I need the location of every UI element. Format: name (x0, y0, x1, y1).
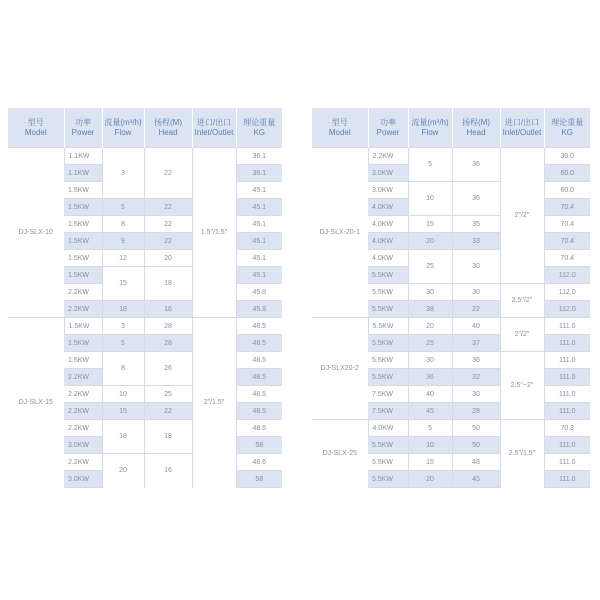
head-cell: 36 (452, 352, 500, 369)
power-cell: 4.0KW (368, 233, 408, 250)
weight-cell: 70.3 (544, 420, 590, 437)
power-cell: 2.2KW (64, 369, 102, 386)
power-cell: 7.5KW (368, 386, 408, 403)
weight-cell: 58 (236, 471, 282, 488)
head-cell: 50 (452, 420, 500, 437)
power-cell: 1.5KW (64, 318, 102, 335)
head-cell: 26 (144, 352, 192, 386)
flow-cell: 20 (408, 233, 452, 250)
header-model: 型号 Model (8, 108, 64, 148)
weight-cell: 48.5 (236, 420, 282, 437)
flow-cell: 15 (102, 403, 144, 420)
flow-cell: 30 (408, 284, 452, 301)
table-row (312, 318, 590, 335)
flow-cell: 30 (408, 352, 452, 369)
head-cell: 35 (452, 216, 500, 233)
flow-cell: 5 (408, 148, 452, 182)
weight-cell: 45.1 (236, 233, 282, 250)
flow-cell: 8 (102, 352, 144, 386)
power-cell: 5.5KW (368, 301, 408, 318)
power-cell: 1.5KW (64, 250, 102, 267)
table-row (8, 148, 282, 165)
head-cell: 18 (144, 420, 192, 454)
flow-cell: 10 (102, 386, 144, 403)
spec-table-left (8, 108, 282, 488)
power-cell: 5.5KW (368, 267, 408, 284)
head-cell: 36 (452, 148, 500, 182)
power-cell: 3.0KW (64, 437, 102, 454)
weight-cell: 111.0 (544, 352, 590, 369)
header-flow: 流量(m³/h) Flow (408, 108, 452, 148)
header-inlet-outlet: 进口/出口 Inlet/Outlet (192, 108, 236, 148)
inlet-outlet-cell: 1.5"/1.5" (192, 148, 236, 318)
flow-cell: 40 (408, 386, 452, 403)
weight-cell: 111.0 (544, 437, 590, 454)
weight-cell: 48.5 (236, 335, 282, 352)
head-cell: 45 (452, 471, 500, 488)
weight-cell: 48.6 (236, 454, 282, 471)
power-cell: 4.0KW (368, 216, 408, 233)
flow-cell: 3 (102, 318, 144, 335)
model-cell: DJ-SLX-10 (8, 148, 64, 318)
weight-cell: 48.5 (236, 386, 282, 403)
header-model: 型号 Model (312, 108, 368, 148)
head-cell: 36 (452, 182, 500, 216)
head-cell: 22 (144, 199, 192, 216)
header-weight: 理论重量 KG (236, 108, 282, 148)
flow-cell: 5 (408, 420, 452, 437)
head-cell: 48 (452, 454, 500, 471)
weight-cell: 30.0 (544, 148, 590, 165)
weight-cell: 48.5 (236, 403, 282, 420)
power-cell: 5.5KW (368, 437, 408, 454)
flow-cell: 18 (102, 301, 144, 318)
weight-cell: 111.0 (544, 369, 590, 386)
weight-cell: 36.1 (236, 148, 282, 165)
header-inlet-outlet: 进口/出口 Inlet/Outlet (500, 108, 544, 148)
head-cell: 28 (144, 335, 192, 352)
head-cell: 22 (144, 148, 192, 199)
flow-cell: 5 (102, 335, 144, 352)
model-cell: DJ-SLX-25 (312, 420, 368, 488)
weight-cell: 70.4 (544, 250, 590, 267)
header-weight: 理论重量 KG (544, 108, 590, 148)
weight-cell: 45.1 (236, 199, 282, 216)
head-cell: 50 (452, 437, 500, 454)
power-cell: 5.5KW (368, 454, 408, 471)
power-cell: 3.0KW (64, 471, 102, 488)
flow-cell: 25 (408, 335, 452, 352)
flow-cell: 18 (102, 420, 144, 454)
flow-cell: 12 (102, 250, 144, 267)
power-cell: 2.2KW (64, 403, 102, 420)
inlet-outlet-cell: 2.5"/1.5" (500, 420, 544, 488)
power-cell: 5.5KW (368, 369, 408, 386)
weight-cell: 60.0 (544, 182, 590, 199)
weight-cell: 45.8 (236, 301, 282, 318)
weight-cell: 48.5 (236, 369, 282, 386)
flow-cell: 10 (408, 182, 452, 216)
weight-cell: 112.0 (544, 284, 590, 301)
weight-cell: 70.4 (544, 233, 590, 250)
power-cell: 1.5KW (64, 267, 102, 284)
inlet-outlet-cell: 2"/2" (500, 318, 544, 352)
inlet-outlet-cell: 2"/2" (500, 148, 544, 284)
head-cell: 32 (452, 369, 500, 386)
flow-cell: 8 (102, 216, 144, 233)
flow-cell: 9 (102, 233, 144, 250)
power-cell: 1.1KW (64, 165, 102, 182)
table-row (312, 148, 590, 165)
flow-cell: 3 (102, 148, 144, 199)
head-cell: 25 (144, 386, 192, 403)
flow-cell: 15 (408, 216, 452, 233)
power-cell: 1.5KW (64, 216, 102, 233)
power-cell: 1.5KW (64, 199, 102, 216)
head-cell: 28 (452, 403, 500, 420)
power-cell: 2.2KW (64, 454, 102, 471)
flow-cell: 5 (102, 199, 144, 216)
table-row (8, 318, 282, 335)
model-cell: DJ-SLX-15 (8, 318, 64, 488)
flow-cell: 20 (408, 471, 452, 488)
power-cell: 7.5KW (368, 403, 408, 420)
power-cell: 5.5KW (368, 471, 408, 488)
head-cell: 22 (144, 233, 192, 250)
power-cell: 2.2KW (368, 148, 408, 165)
weight-cell: 111.0 (544, 403, 590, 420)
flow-cell: 36 (408, 369, 452, 386)
power-cell: 2.2KW (64, 386, 102, 403)
power-cell: 4.0KW (368, 250, 408, 267)
header-head: 扬程(M) Head (452, 108, 500, 148)
weight-cell: 111.0 (544, 318, 590, 335)
power-cell: 2.2KW (64, 284, 102, 301)
flow-cell: 20 (102, 454, 144, 488)
table-header-row (312, 108, 590, 148)
flow-cell: 10 (408, 437, 452, 454)
weight-cell: 111.0 (544, 471, 590, 488)
weight-cell: 45.8 (236, 284, 282, 301)
inlet-outlet-cell: 2"/1.5" (192, 318, 236, 488)
head-cell: 37 (452, 335, 500, 352)
weight-cell: 112.0 (544, 301, 590, 318)
table-row (312, 420, 590, 437)
power-cell: 2.2KW (64, 420, 102, 437)
flow-cell: 15 (102, 267, 144, 301)
weight-cell: 111.0 (544, 335, 590, 352)
weight-cell: 70.4 (544, 199, 590, 216)
flow-cell: 45 (408, 403, 452, 420)
head-cell: 20 (144, 250, 192, 267)
header-power: 功率 Power (64, 108, 102, 148)
power-cell: 4.0KW (368, 420, 408, 437)
model-cell: DJ-SLX20-2 (312, 318, 368, 420)
head-cell: 33 (452, 233, 500, 250)
weight-cell: 36.1 (236, 165, 282, 182)
power-cell: 4.0KW (368, 199, 408, 216)
power-cell: 5.5KW (368, 284, 408, 301)
power-cell: 5.5KW (368, 318, 408, 335)
weight-cell: 45.1 (236, 216, 282, 233)
flow-cell: 25 (408, 250, 452, 284)
weight-cell: 112.0 (544, 267, 590, 284)
weight-cell: 45.1 (236, 182, 282, 199)
head-cell: 30 (452, 250, 500, 284)
power-cell: 5.5KW (368, 335, 408, 352)
power-cell: 1.5KW (64, 233, 102, 250)
weight-cell: 45.1 (236, 267, 282, 284)
model-cell: DJ-SLX-20-1 (312, 148, 368, 318)
flow-cell: 38 (408, 301, 452, 318)
head-cell: 22 (144, 216, 192, 233)
flow-cell: 15 (408, 454, 452, 471)
weight-cell: 111.0 (544, 454, 590, 471)
head-cell: 22 (144, 403, 192, 420)
head-cell: 30 (452, 284, 500, 301)
weight-cell: 60.0 (544, 165, 590, 182)
weight-cell: 111.0 (544, 386, 590, 403)
power-cell: 1.1KW (64, 148, 102, 165)
head-cell: 22 (452, 301, 500, 318)
head-cell: 16 (144, 454, 192, 488)
header-head: 扬程(M) Head (144, 108, 192, 148)
head-cell: 16 (144, 301, 192, 318)
header-flow: 流量(m³/h) Flow (102, 108, 144, 148)
weight-cell: 70.4 (544, 216, 590, 233)
power-cell: 2.2KW (64, 301, 102, 318)
weight-cell: 45.1 (236, 250, 282, 267)
table-header-row (8, 108, 282, 148)
spec-table-right (312, 108, 590, 488)
power-cell: 3.0KW (368, 165, 408, 182)
flow-cell: 20 (408, 318, 452, 335)
head-cell: 28 (144, 318, 192, 335)
power-cell: 1.5KW (64, 352, 102, 369)
weight-cell: 48.5 (236, 318, 282, 335)
inlet-outlet-cell: 2.5"~2" (500, 352, 544, 420)
power-cell: 5.5KW (368, 352, 408, 369)
power-cell: 1.5KW (64, 335, 102, 352)
header-power: 功率 Power (368, 108, 408, 148)
head-cell: 30 (452, 386, 500, 403)
power-cell: 1.5KW (64, 182, 102, 199)
power-cell: 3.0KW (368, 182, 408, 199)
inlet-outlet-cell: 2.5"/2" (500, 284, 544, 318)
head-cell: 18 (144, 267, 192, 301)
weight-cell: 48.5 (236, 352, 282, 369)
weight-cell: 58 (236, 437, 282, 454)
head-cell: 40 (452, 318, 500, 335)
